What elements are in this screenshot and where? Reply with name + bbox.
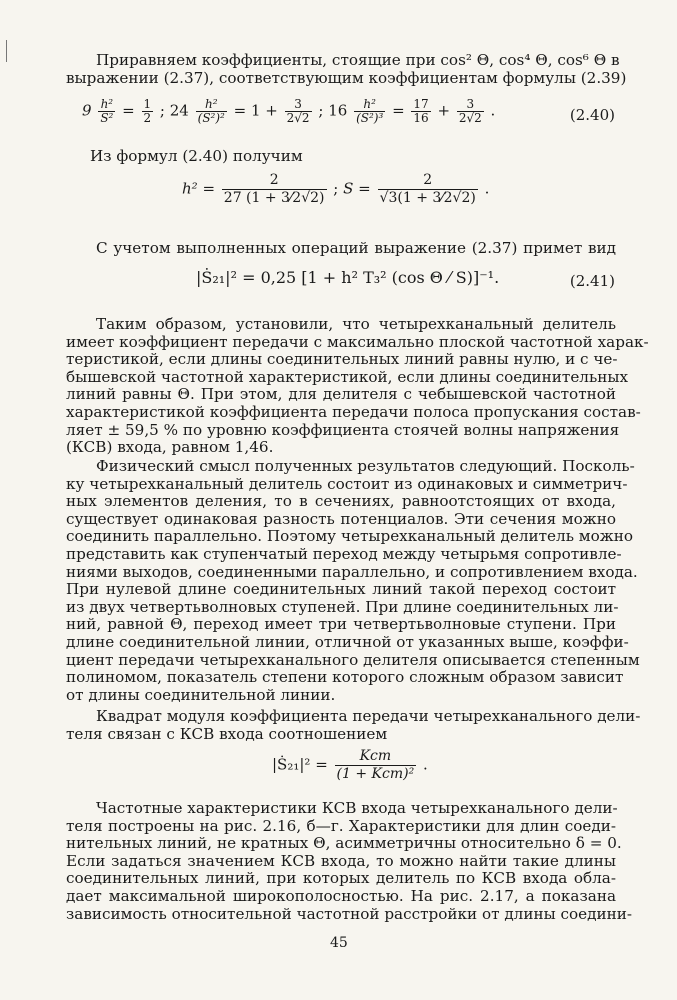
equation-number: (2.40) [569,106,615,124]
eq-term: ; [333,179,339,198]
equation-h-s [182,172,489,207]
text-line: Из формул (2.40) получим [90,147,303,165]
eq-fraction: $\frac{3}{2√2}$ [458,97,482,125]
text-line: ляет ± 59,5 % по уровню коэффициента стоячей волны напряжения [66,420,620,439]
eq-fraction: $\frac{\text{h²}}{\text{(S̄²)²}}$ [197,97,225,125]
text-line: Если задаться значением КСВ входа, то можно найти такие длины [66,851,616,870]
text-line: Таким образом, установили, что четырехканальный делитель [96,315,616,333]
paragraph-1 [66,51,627,87]
eq-fraction: $\frac{2}{√3(1 + 3⁄2√2)}$ [379,172,476,206]
eq-term: h² = [182,179,216,198]
eq-term: 24 [169,101,189,120]
text-line: длине соединительной линии, отличной от указанных выше, коэффи- [66,632,629,651]
eq-term: + [437,101,451,120]
eq-fraction: $\frac{\text{h²}}{\text{(S̄²)³}}$ [356,97,384,125]
text-line: выражении (2.37), соответствующим коэффициентам формулы (2.39) [66,68,627,87]
text-line: Физический смысл полученных результатов следующий. Посколь- [96,457,635,475]
eq-term: . [422,755,428,774]
text-line: соединить параллельно. Поэтому четырехканальный делитель можно [66,527,633,546]
eq-term: . [484,179,490,198]
text-line: При нулевой длине соединительных линий такой переход состоит [66,580,616,599]
eq-term: S = [343,179,371,198]
paragraph-4 [66,315,649,457]
text-line: теристикой, если длины соединительных линий равны нулю, и с че- [66,350,618,369]
eq-term: ; [318,101,324,120]
text-line: ниями выходов, соединенными параллельно, и сопротивлением входа. [66,562,638,581]
text-line: дает максимальной широкополосностью. На рис. 2.17, а показана [66,886,616,905]
eq-fraction: $\frac{2}{27 (1 + 3⁄2√2)}$ [223,172,325,206]
paragraph-3 [66,240,616,258]
margin-mark [6,40,7,62]
text-line: представить как ступенчатый переход между четырьмя сопротивле- [66,544,622,563]
text-line: соединительных линий, при которых делитель по КСВ входа обла- [66,869,616,888]
paragraph-2 [90,148,490,166]
text-line: нительных линий, не кратных Θ, асимметричны относительно δ = 0. [66,834,622,853]
paragraph-7 [66,799,632,923]
eq-term: = [392,101,405,120]
text-line: (КСВ) входа, равном 1,46. [66,438,274,457]
eq-term: . [490,101,496,120]
text-line: ку четырехканальный делитель состоит из одинаковых и симметрич- [66,474,628,493]
text-line: ных элементов деления, то в сечениях, равноотстоящих от входа, [66,492,616,511]
paragraph-6 [66,707,641,743]
eq-fraction: $\frac{\text{Kст}}{\text{(1 + Kст)²}}$ [336,748,415,782]
page-number: 45 [330,935,348,951]
eq-fraction: $\frac{17}{16}$ [413,97,429,125]
eq-term: 9 [82,101,92,120]
text-line: бышевской частотной характеристикой, если длины соединительных [66,367,629,386]
equation-number: (2.41) [569,272,615,290]
text-line: теля связан с КСВ входа соотношением [66,724,388,743]
text-line: Квадрат модуля коэффициента передачи четырехканального дели- [96,707,641,725]
text-line: циент передачи четырехканального делителя описывается степенным [66,650,640,669]
equation-2-40 [82,98,495,125]
eq-fraction: $\frac{1}{2}$ [143,97,152,125]
text-line: С учетом выполненных операций выражение (2.37) примет вид [96,239,616,257]
eq-term: = [122,101,135,120]
eq-term: ; [159,101,165,120]
eq-term: |Ṡ₂₁|² = [272,755,328,774]
eq-term: = 1 + [233,101,278,120]
text-line: ний, равной Θ, переход имеет три четвертьволновые ступени. При [66,615,616,634]
text-line: характеристикой коэффициента передачи полоса пропускания состав- [66,402,641,421]
eq-fraction: $\frac{\text{h²}}{\text{S̄²}}$ [100,97,114,125]
text-line: Частотные характеристики КСВ входа четырехканального дели- [96,799,618,817]
text-line: линий равны Θ. При этом, для делителя с чебышевской частотной [66,385,616,404]
text-line: из двух четвертьволновых ступеней. При длине соединительных ли- [66,597,619,616]
text-line: теля построены на рис. 2.16, б—г. Характеристики для длин соеди- [66,816,616,835]
eq-fraction: $\frac{3}{2√2}$ [286,97,310,125]
text-line: полиномом, показатель степени которого сложным образом зависит [66,668,624,687]
paragraph-5 [66,457,640,704]
equation-2-41: |Ṡ₂₁|² = 0,25 [1 + h² T₃² (cos Θ ⁄ S)]⁻¹. [196,268,500,287]
text-line: зависимость относительной частотной расстройки от длины соедини- [66,904,632,923]
text-line: Приравняем коэффициенты, стоящие при cos² Θ, cos⁴ Θ, cos⁶ Θ в [96,51,620,69]
text-line: существует одинаковая разность потенциалов. Эти сечения можно [66,509,616,528]
eq-term: 16 [328,101,348,120]
text-line: имеет коэффициент передачи с максимально плоской частотной харак- [66,332,649,351]
equation-ksv [272,748,428,783]
text-line: от длины соединительной линии. [66,685,336,704]
